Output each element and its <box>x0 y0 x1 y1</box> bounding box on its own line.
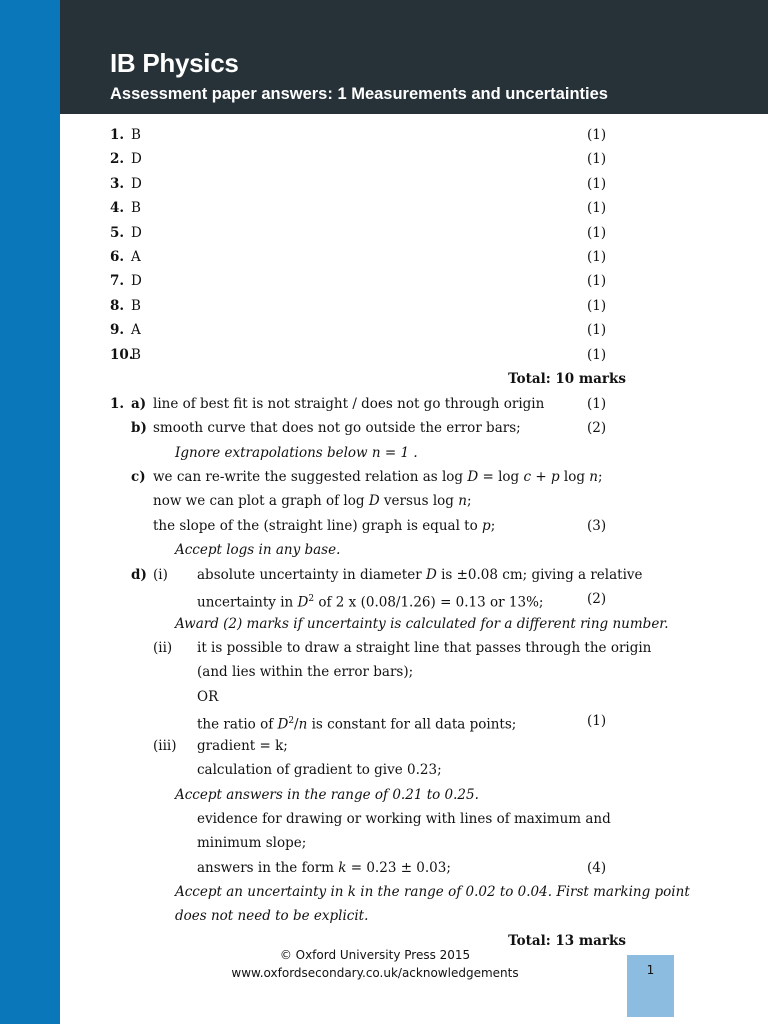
part-d-iii-line-4: minimum slope; <box>197 835 307 851</box>
footer-copyright: © Oxford University Press 2015 <box>279 948 471 962</box>
part-b-label: b) <box>131 420 147 436</box>
part-c-line-1: we can re-write the suggested relation as log D = log c + p log n; <box>153 469 603 485</box>
part-d-iii-line-2: calculation of gradient to give 0.23; <box>197 762 442 778</box>
mcq-mark: (1) <box>587 273 607 289</box>
part-c-label: c) <box>131 469 146 485</box>
part-c-mark: (3) <box>587 518 607 534</box>
left-sidebar-bar <box>0 0 60 1024</box>
question-total: Total: 13 marks <box>508 933 626 949</box>
part-d-ii-label: (ii) <box>153 640 173 656</box>
mcq-answer: A <box>131 322 141 338</box>
mcq-answer: B <box>131 200 141 216</box>
mcq-answer: B <box>131 347 141 363</box>
part-d-i-line-1: absolute uncertainty in diameter D is ±0.08 cm; giving a relative <box>197 567 643 583</box>
mcq-answer: D <box>131 151 142 167</box>
mcq-number: 2. <box>110 151 125 167</box>
mcq-mark: (1) <box>587 298 607 314</box>
mcq-number: 10. <box>110 347 134 363</box>
part-d-label: d) <box>131 567 147 583</box>
footer-url[interactable]: www.oxfordsecondary.co.uk/acknowledgements <box>231 966 519 980</box>
page-number: 1 <box>646 963 655 977</box>
part-b-note: Ignore extrapolations below n = 1 . <box>175 445 418 461</box>
part-d-iii-label: (iii) <box>153 738 177 754</box>
mcq-mark: (1) <box>587 249 607 265</box>
part-a-mark: (1) <box>587 396 607 412</box>
part-d-i-label: (i) <box>153 567 168 583</box>
page-number-box <box>627 955 674 1017</box>
part-d-i-note: Award (2) marks if uncertainty is calculated for a different ring number. <box>175 616 669 632</box>
page-subtitle: Assessment paper answers: 1 Measurements and uncertainties <box>110 85 608 103</box>
mcq-number: 3. <box>110 176 125 192</box>
mcq-answer: A <box>131 249 141 265</box>
mcq-number: 8. <box>110 298 125 314</box>
mcq-mark: (1) <box>587 322 607 338</box>
mcq-number: 6. <box>110 249 125 265</box>
mcq-number: 4. <box>110 200 125 216</box>
mcq-number: 1. <box>110 127 125 143</box>
part-d-ii-mark: (1) <box>587 713 607 729</box>
mcq-number: 7. <box>110 273 125 289</box>
part-d-ii-line-3: OR <box>197 689 219 705</box>
part-d-iii-line-1: gradient = k; <box>197 738 288 754</box>
part-b-mark: (2) <box>587 420 607 436</box>
part-d-iii-line-3: evidence for drawing or working with lines of maximum and <box>197 811 611 827</box>
question-number: 1. <box>110 396 125 412</box>
part-d-i-mark: (2) <box>587 591 607 607</box>
page-header <box>60 0 768 114</box>
part-c-line-3: the slope of the (straight line) graph is equal to p; <box>153 518 496 534</box>
part-d-ii-line-4: the ratio of $D^2/n$ is constant for all data points; <box>197 716 517 733</box>
mcq-mark: (1) <box>587 200 607 216</box>
part-d-i-line-2: uncertainty in $D^2$ of 2 x (0.08/1.26) = 0.13 or 13%; <box>197 594 544 611</box>
part-c-note: Accept logs in any base. <box>175 542 341 558</box>
mcq-mark: (1) <box>587 127 607 143</box>
mcq-mark: (1) <box>587 176 607 192</box>
mcq-mark: (1) <box>587 151 607 167</box>
part-d-iii-note-1: Accept answers in the range of 0.21 to 0.25. <box>175 787 479 803</box>
mcq-number: 5. <box>110 225 125 241</box>
part-d-ii-line-2: (and lies within the error bars); <box>197 664 414 680</box>
mcq-number: 9. <box>110 322 125 338</box>
part-a-label: a) <box>131 396 147 412</box>
mcq-total: Total: 10 marks <box>508 371 626 387</box>
part-d-ii-line-1: it is possible to draw a straight line that passes through the origin <box>197 640 652 656</box>
part-d-iii-note-3: does not need to be explicit. <box>175 908 369 924</box>
part-a-text: line of best fit is not straight / does not go through origin <box>153 396 545 412</box>
mcq-mark: (1) <box>587 225 607 241</box>
part-d-iii-mark: (4) <box>587 860 607 876</box>
mcq-mark: (1) <box>587 347 607 363</box>
page-title: IB Physics <box>110 48 239 78</box>
mcq-answer: B <box>131 127 141 143</box>
mcq-answer: D <box>131 273 142 289</box>
mcq-answer: D <box>131 176 142 192</box>
mcq-answer: B <box>131 298 141 314</box>
mcq-answer: D <box>131 225 142 241</box>
part-d-iii-line-5: answers in the form k = 0.23 ± 0.03; <box>197 860 451 876</box>
part-c-line-2: now we can plot a graph of log D versus log n; <box>153 493 472 509</box>
part-d-iii-note-2: Accept an uncertainty in k in the range of 0.02 to 0.04. First marking point <box>175 884 690 900</box>
part-b-text: smooth curve that does not go outside the error bars; <box>153 420 521 436</box>
